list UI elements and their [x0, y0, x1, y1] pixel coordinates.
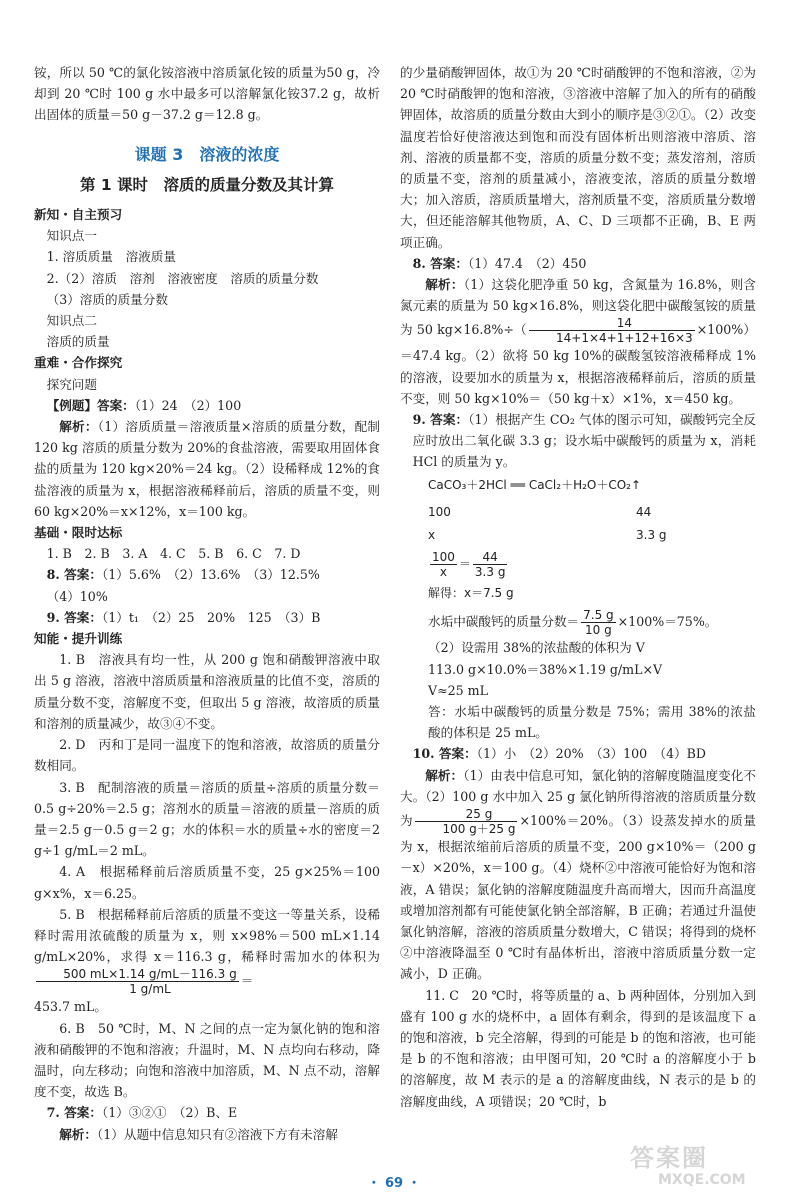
heading-zhineng: 知能・提升训练 — [34, 631, 123, 647]
kp1-line-2: 2.（2）溶质 溶剂 溶液密度 溶质的质量分数 — [46, 270, 319, 286]
adv-q5-result: 453.7 mL。 — [34, 999, 107, 1015]
r-q9-text: （1）根据产生 CO₂ 气体的图示可知，碳酸钙完全反应时放出二氧化碳 3.3 g；设水垢中碳酸钙的质量为 x，消耗 HCl 的质量为 y。 — [412, 412, 756, 470]
adv-q7-label: 7. 答案： — [46, 1105, 102, 1121]
equation-ratio-row-1 — [428, 502, 756, 523]
basic-q8-text: （1）5.6% （2）13.6% （3）12.5% — [101, 567, 320, 583]
adv-q1: 1. B 溶液具有均一性，从 200 g 饱和硝酸钾溶液中取出 5 g 溶液，溶液中溶质质量和溶液质量的比值不变，溶质的质量分数不变，溶解度不变，但取出 5 g 溶液，故溶质的质量和溶剂的质量减少，故③④不变。 — [34, 652, 380, 731]
proportion-right-num: 44 — [473, 550, 508, 565]
mass-fraction-suffix: ×100%＝75%。 — [617, 614, 718, 630]
mass-fraction-line — [400, 608, 756, 637]
kp1-line-1: 1. 溶质质量 溶液质量 — [46, 249, 176, 265]
continuation-text: 铵，所以 50 ℃的氯化铵溶液中溶质氯化铵的质量为50 g，冷却到 20 ℃时 100 g 水中最多可以溶解氯化铵37.2 g，故析出固体的质量＝50 g－37.2 g＝12.8 g。 — [34, 65, 380, 123]
r-q8-analysis-text: （1）这袋化肥净重 50 kg，含氮量为 16.8%，则含氮元素的质量为 50 kg×16.8%，则这袋化肥中碳酸氢铵的质量为 50 kg×16.8%÷（ — [400, 277, 757, 338]
r-q10-text: （1）小 （2）20% （3）100 （4）BD — [476, 746, 707, 762]
proportion-right-den: 3.3 g — [474, 565, 506, 580]
mass-fraction — [581, 608, 616, 637]
adv-q5 — [34, 904, 380, 997]
lesson-title: 课题 3 溶液的浓度 — [134, 144, 280, 164]
example-analysis-text: （1）溶质质量＝溶液质量×溶质的质量分数，配制 120 kg 溶质的质量分数为 20%的食盐溶液，需要取用固体食盐的质量为 120 kg×20%＝24 kg。（2）设稀释成 12%的食盐溶液的质量为 x，根据溶液稀释前后，溶质的质量不变，则 60 kg×20%＝x×12%，x＝100 kg。 — [34, 419, 381, 519]
chemical-equation: CaCO₃＋2HCl ══ CaCl₂＋H₂O＋CO₂↑ — [428, 477, 642, 492]
adv-q2: 2. D 丙和丁是同一温度下的饱和溶液，故溶质的质量分数相同。 — [34, 737, 380, 774]
adv-q7-analysis-label: 解析： — [59, 1126, 97, 1142]
example-analysis — [34, 416, 380, 522]
r-q10 — [400, 743, 756, 764]
watermark-logo — [620, 1138, 770, 1194]
example-analysis-label: 解析： — [59, 419, 98, 435]
example-answer-text: （1）24 （2）100 — [134, 397, 242, 413]
proportion-right — [473, 550, 508, 579]
adv-q7-text: （1）③②① （2）B、E — [101, 1105, 238, 1121]
basic-q9 — [34, 607, 380, 628]
basic-q9-label: 9. 答案： — [46, 609, 102, 625]
adv-q4: 4. A 根据稀释前后溶质质量不变，25 g×25%＝100 g×x%，x＝6.25。 — [34, 864, 380, 901]
basic-q8 — [34, 564, 380, 585]
adv-q5-text: 5. B 根据稀释前后溶质的质量不变这一等量关系，设稀释时需用浓硫酸的质量为 x，则 x×98%＝500 mL×1.14 g/mL×20%，求得 x＝116.3 g，稀释时需加水的体积为 — [34, 906, 380, 965]
page-number: ・ 69 ・ — [367, 1176, 421, 1191]
proportion-left — [430, 550, 457, 579]
mass-fraction-num: 7.5 g — [583, 608, 614, 623]
adv-q7-analysis-text: （1）从题中信息知只有②溶液下方有未溶解 — [96, 1126, 338, 1142]
r-q8-analysis-text-2: ×100%）＝47.4 kg。（2）欲将 50 kg 10%的碳酸氢铵溶液稀释成 1%的溶液，设要加水的质量为 x，根据溶液稀释前后，溶质的质量不变，则 50 kg×10%＝（50 kg＋x）×1%，x＝450 kg。 — [400, 322, 756, 406]
heading-zhongnan: 重难・合作探究 — [34, 355, 123, 371]
knowledge-point-2: 知识点二 — [46, 313, 97, 329]
r-q11: 11. C 20 ℃时，将等质量的 a、b 两种固体，分别加入到盛有 100 g 水的烧杯中，a 固体有剩余，得到的是该温度下 a 的饱和溶液，b 完全溶解，得到的可能是 b 的饱和溶液，也可能是 b 的不饱和溶液；由甲图可知，20 ℃时 a 的溶解度小于 b 的溶解度，故 M 表示的是 a 的溶解度曲线，N 表示的是 b 的溶解度曲线，A 项错误；20 ℃时，b — [400, 987, 756, 1109]
heading-xinzhi: 新知・自主预习 — [34, 207, 123, 223]
q9-part2-line3: V≈25 mL — [428, 682, 488, 698]
basic-q9-text: （1）t₁ （2）25 20% 125 （3）B — [101, 609, 321, 625]
basic-answers: 1. B 2. B 3. A 4. C 5. B 6. C 7. D — [46, 546, 301, 562]
r-q8 — [400, 253, 756, 274]
mass-fraction-prefix: 水垢中碳酸钙的质量分数＝ — [428, 614, 580, 630]
r-q9 — [400, 409, 756, 473]
right-continuation: 的少量硝酸钾固体，故①为 20 ℃时硝酸钾的不饱和溶液，②为 20 ℃时硝酸钾的饱和溶液，③溶液中溶解了加入的所有的硝酸钾固体，故溶质的质量分数由大到小的顺序是③②①。（2）改变温度若恰好使溶液达到饱和而没有固体析出则溶液中溶质、溶剂、溶液的质量都不变，溶质的质量分数不变；蒸发溶剂，溶质的质量不变，溶剂的质量减小，溶液变浓，溶质的质量分数增大；加入溶质，溶质质量增大，溶剂质量不变，溶质质量分数增大，但还能溶解其他物质，A、C、D 三项都不正确，B、E 两项正确。 — [400, 65, 756, 250]
q9-conclusion: 答：水垢中碳酸钙的质量分数是 75%；需用 38%的浓盐酸的体积是 25 mL。 — [428, 704, 756, 741]
watermark-line-2: MXQE.COM — [658, 1172, 746, 1188]
adv-q7 — [34, 1102, 380, 1123]
mass-fraction-den: 10 g — [585, 623, 612, 638]
watermark-line-1: 答案圈 — [630, 1144, 708, 1172]
proportion-equals: ＝ — [458, 557, 471, 572]
adv-q5-denominator: 1 g/mL — [129, 982, 171, 997]
r-q10-frac-num: 25 g — [415, 807, 517, 822]
ratio-co2: 44 — [636, 504, 652, 519]
proportion-left-den: x — [439, 565, 447, 580]
r-q8-label: 8. 答案： — [412, 255, 468, 271]
adv-q5-equals: ＝ — [240, 973, 254, 989]
r-q8-analysis — [400, 274, 756, 409]
r-q10-label: 10. 答案： — [412, 746, 477, 762]
adv-q5-fraction — [36, 967, 239, 996]
equation-ratio-row-2 — [428, 525, 756, 546]
kp2-line-1: 溶质的质量 — [46, 334, 110, 350]
proportion-left-num: 100 — [432, 550, 455, 565]
basic-q8-label: 8. 答案： — [46, 567, 102, 583]
adv-q5-numerator: 500 mL×1.14 g/mL－116.3 g — [36, 967, 239, 982]
kp1-line-3: （3）溶质的质量分数 — [46, 291, 168, 307]
r-q10-fraction — [415, 807, 517, 836]
r-q10-frac-den: 100 g＋25 g — [442, 822, 516, 837]
adv-q7-analysis — [34, 1124, 380, 1145]
r-q8-fraction — [529, 316, 695, 345]
r-q10-analysis-text-2: ×100%＝20%。（3）设蒸发掉水的质量为 x，根据浓缩前后溶质的质量不变，200 g×10%＝（200 g－x）×20%，x＝100 g。（4）烧杯②中溶液可能恰好为饱和溶液，A 错误；氯化钠的溶解度随温度升高而增大，因而升高温度或增加溶剂都有可能使氯化钠全部溶解，B 正确；若通过升温使氯化钠溶解，溶液的溶质质量分数增大，C 错误；将得到的烧杯②中溶液降温至 0 ℃时有晶体析出，溶液中溶质质量分数一定减小，D 正确。 — [400, 813, 756, 982]
heading-jichu: 基础・限时达标 — [34, 525, 123, 541]
explore-label: 探究问题 — [46, 376, 97, 392]
section-title: 第 1 课时 溶质的质量分数及其计算 — [79, 175, 335, 194]
chemical-equation-block — [400, 475, 756, 605]
r-q10-analysis-label: 解析： — [425, 767, 464, 783]
q9-part2-line2: 113.0 g×10.0%＝38%×1.19 g/mL×V — [428, 661, 663, 677]
knowledge-point-1: 知识点一 — [46, 228, 97, 244]
co2-mass: 3.3 g — [636, 528, 667, 543]
unknown-x: x — [428, 528, 436, 543]
adv-q6: 6. B 50 ℃时，M、N 之间的点一定为氯化钠的饱和溶液和硝酸钾的不饱和溶液；升温时，M、N 点均向右移动，降温时，向左移动；向饱和溶液中加溶质，M、N 点不动，溶解度不变，故选 B。 — [34, 1020, 380, 1100]
r-q8-frac-num: 14 — [529, 316, 695, 331]
r-q8-text: （1）47.4 （2）450 — [467, 255, 587, 271]
example-answer-label: 【例题】答案： — [46, 397, 135, 413]
r-q9-label: 9. 答案： — [412, 412, 469, 428]
adv-q3: 3. B 配制溶液的质量＝溶质的质量÷溶质的质量分数＝0.5 g÷20%＝2.5 g；溶剂水的质量＝溶液的质量－溶质的质量＝2.5 g－0.5 g＝2 g；水的体积＝水的质量÷水的密度＝2 g÷1 g/mL＝2 mL。 — [34, 779, 380, 859]
r-q8-frac-den: 14+1×4+1+12+16×3 — [556, 331, 693, 346]
q9-part2-line1: （2）设需用 38%的浓盐酸的体积为 V — [428, 640, 645, 656]
r-q10-analysis-text: （1）由表中信息可知，氯化钠的溶解度随温度变化不大。（2）100 g 水中加入 25 g 氯化钠所得溶液的溶质质量分数为 — [400, 767, 757, 829]
right-column — [400, 62, 756, 1112]
basic-q8-cont: （4）10% — [46, 588, 108, 604]
r-q10-analysis — [400, 765, 756, 985]
r-q8-analysis-label: 解析： — [425, 277, 464, 293]
proportion — [428, 550, 756, 579]
solution-x: 解得：x＝7.5 g — [428, 586, 514, 601]
left-column — [34, 62, 380, 1145]
ratio-caco3: 100 — [428, 504, 451, 519]
example-answer — [34, 395, 380, 416]
